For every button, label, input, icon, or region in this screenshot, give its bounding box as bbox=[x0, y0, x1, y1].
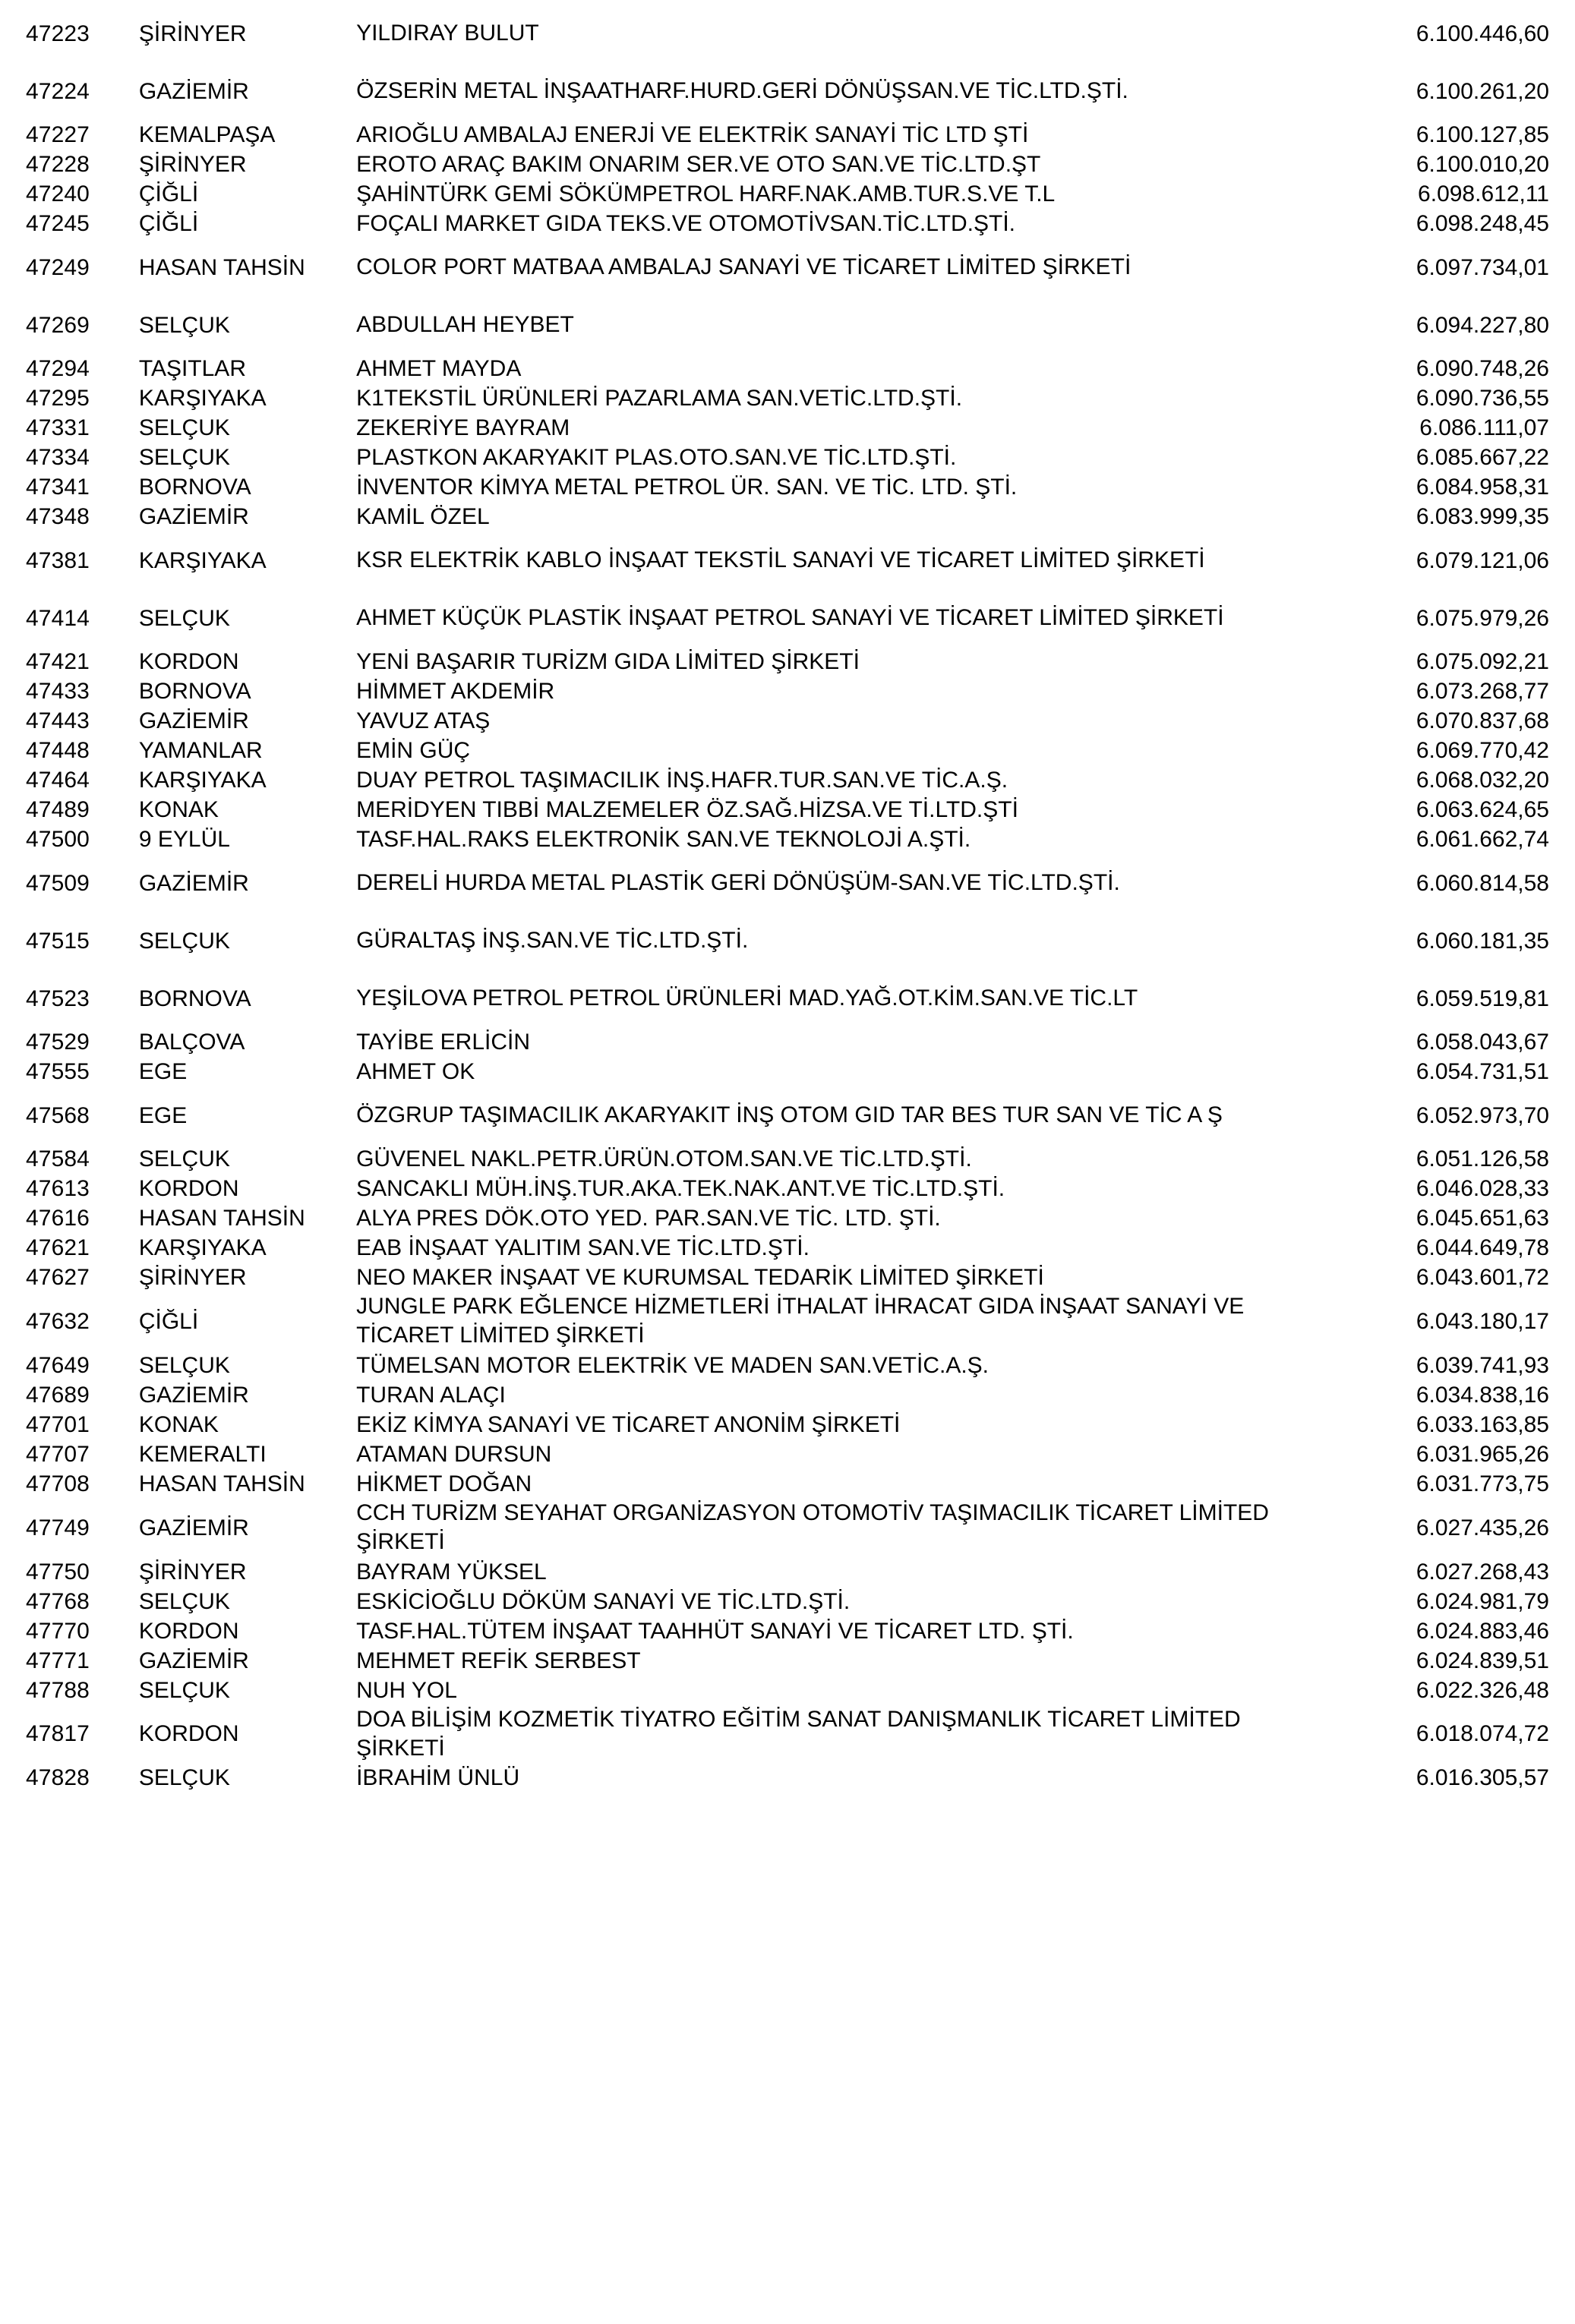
cell-taxpayer-name: CCH TURİZM SEYAHAT ORGANİZASYON OTOMOTİV TAŞIMACILIK TİCARET LİMİTED ŞİRKETİ bbox=[356, 1499, 1269, 1555]
cell-spacer bbox=[1286, 970, 1309, 1027]
table-body bbox=[26, 5, 1549, 1793]
cell-amount: 6.069.770,42 bbox=[1416, 738, 1549, 763]
cell-taxpayer-name: JUNGLE PARK EĞLENCE HİZMETLERİ İTHALAT İHRACAT GIDA İNŞAAT SANAYİ VE TİCARET LİMİTED ŞİRKETİ bbox=[356, 1294, 1245, 1348]
cell-record-id: 47627 bbox=[26, 1265, 90, 1290]
table-row bbox=[26, 296, 1549, 354]
cell-spacer bbox=[1286, 1763, 1309, 1793]
cell-district: ŞİRİNYER bbox=[138, 152, 247, 177]
cell-taxpayer-name: AHMET OK bbox=[356, 1059, 475, 1084]
cell-district: ŞİRİNYER bbox=[138, 20, 247, 46]
cell-spacer bbox=[1286, 354, 1309, 383]
cell-district: ÇİĞLİ bbox=[138, 1308, 199, 1334]
cell-record-id: 47584 bbox=[26, 1146, 90, 1171]
cell-taxpayer-name: DUAY PETROL TAŞIMACILIK İNŞ.HAFR.TUR.SAN.VE TİC.A.Ş. bbox=[356, 768, 1008, 793]
cell-amount: 6.018.074,72 bbox=[1416, 1721, 1549, 1747]
table-row bbox=[26, 1027, 1549, 1057]
cell-record-id: 47348 bbox=[26, 504, 90, 529]
cell-taxpayer-name: YEŞİLOVA PETROL PETROL ÜRÜNLERİ MAD.YAĞ.OT.KİM.SAN.VE TİC.LT bbox=[356, 985, 1138, 1011]
cell-district: SELÇUK bbox=[138, 1588, 230, 1614]
cell-record-id: 47701 bbox=[26, 1411, 90, 1437]
cell-district: SELÇUK bbox=[138, 605, 230, 631]
cell-amount: 6.098.248,45 bbox=[1416, 211, 1549, 236]
cell-amount: 6.083.999,35 bbox=[1416, 504, 1549, 529]
cell-record-id: 47489 bbox=[26, 797, 90, 822]
cell-spacer bbox=[1286, 825, 1309, 854]
table-row bbox=[26, 531, 1549, 589]
cell-record-id: 47228 bbox=[26, 152, 90, 177]
table-row bbox=[26, 150, 1549, 179]
cell-amount: 6.031.965,26 bbox=[1416, 1441, 1549, 1467]
cell-spacer bbox=[1286, 1469, 1309, 1499]
table-row bbox=[26, 1646, 1549, 1676]
cell-district: GAZİEMİR bbox=[138, 504, 249, 529]
cell-amount: 6.016.305,57 bbox=[1416, 1765, 1549, 1791]
cell-taxpayer-name: DERELİ HURDA METAL PLASTİK GERİ DÖNÜŞÜM-SAN.VE TİC.LTD.ŞTİ. bbox=[356, 869, 1120, 895]
cell-district: SELÇUK bbox=[138, 445, 230, 470]
cell-spacer bbox=[1286, 150, 1309, 179]
cell-record-id: 47223 bbox=[26, 20, 90, 46]
cell-taxpayer-name: ESKİCİOĞLU DÖKÜM SANAYİ VE TİC.LTD.ŞTİ. bbox=[356, 1588, 851, 1614]
cell-district: KORDON bbox=[138, 1721, 239, 1747]
cell-spacer bbox=[1286, 589, 1309, 647]
cell-spacer bbox=[1286, 912, 1309, 970]
cell-spacer bbox=[1286, 472, 1309, 502]
cell-record-id: 47707 bbox=[26, 1441, 90, 1467]
table-row bbox=[26, 502, 1549, 531]
cell-district: KORDON bbox=[138, 649, 239, 674]
cell-district: BORNOVA bbox=[138, 985, 251, 1011]
table-row bbox=[26, 1557, 1549, 1587]
table-row bbox=[26, 970, 1549, 1027]
table-row bbox=[26, 676, 1549, 706]
cell-district: KARŞIYAKA bbox=[138, 386, 267, 411]
cell-spacer bbox=[1286, 1499, 1309, 1557]
cell-taxpayer-name: COLOR PORT MATBAA AMBALAJ SANAYİ VE TİCARET LİMİTED ŞİRKETİ bbox=[356, 254, 1132, 279]
cell-amount: 6.100.261,20 bbox=[1416, 78, 1549, 104]
cell-record-id: 47568 bbox=[26, 1102, 90, 1128]
cell-amount: 6.068.032,20 bbox=[1416, 768, 1549, 793]
cell-district: KARŞIYAKA bbox=[138, 1235, 267, 1260]
cell-record-id: 47224 bbox=[26, 78, 90, 104]
cell-district: BORNOVA bbox=[138, 679, 251, 704]
cell-amount: 6.033.163,85 bbox=[1416, 1411, 1549, 1437]
cell-spacer bbox=[1286, 1144, 1309, 1174]
cell-district: GAZİEMİR bbox=[138, 78, 249, 104]
table-row bbox=[26, 1469, 1549, 1499]
table-row bbox=[26, 1057, 1549, 1086]
table-row bbox=[26, 1380, 1549, 1410]
cell-taxpayer-name: FOÇALI MARKET GIDA TEKS.VE OTOMOTİVSAN.TİC.LTD.ŞTİ. bbox=[356, 211, 1016, 236]
cell-record-id: 47464 bbox=[26, 768, 90, 793]
cell-spacer bbox=[1286, 1086, 1309, 1144]
cell-district: GAZİEMİR bbox=[138, 1648, 249, 1673]
cell-amount: 6.100.010,20 bbox=[1416, 152, 1549, 177]
cell-record-id: 47341 bbox=[26, 475, 90, 500]
cell-amount: 6.031.773,75 bbox=[1416, 1471, 1549, 1496]
cell-district: GAZİEMİR bbox=[138, 870, 249, 896]
cell-spacer bbox=[1286, 296, 1309, 354]
table-row bbox=[26, 179, 1549, 209]
table-row bbox=[26, 912, 1549, 970]
table-row bbox=[26, 1086, 1549, 1144]
cell-amount: 6.086.111,07 bbox=[1419, 415, 1549, 440]
cell-amount: 6.079.121,06 bbox=[1416, 547, 1549, 573]
cell-amount: 6.027.268,43 bbox=[1416, 1559, 1549, 1585]
cell-spacer bbox=[1286, 383, 1309, 413]
cell-taxpayer-name: SANCAKLI MÜH.İNŞ.TUR.AKA.TEK.NAK.ANT.VE TİC.LTD.ŞTİ. bbox=[356, 1176, 1005, 1201]
tax-debtors-table bbox=[26, 5, 1549, 1793]
cell-amount: 6.084.958,31 bbox=[1416, 475, 1549, 500]
cell-amount: 6.052.973,70 bbox=[1416, 1102, 1549, 1128]
cell-record-id: 47240 bbox=[26, 181, 90, 207]
cell-district: HASAN TAHSİN bbox=[138, 1471, 305, 1496]
table-row bbox=[26, 1292, 1549, 1351]
cell-taxpayer-name: ZEKERİYE BAYRAM bbox=[356, 415, 570, 440]
table-row bbox=[26, 706, 1549, 736]
cell-spacer bbox=[1286, 1233, 1309, 1263]
cell-district: ŞİRİNYER bbox=[138, 1265, 247, 1290]
table-row bbox=[26, 854, 1549, 912]
cell-record-id: 47768 bbox=[26, 1588, 90, 1614]
cell-district: KORDON bbox=[138, 1618, 239, 1644]
table-row bbox=[26, 1676, 1549, 1705]
cell-district: SELÇUK bbox=[138, 928, 230, 954]
cell-district: KONAK bbox=[138, 797, 219, 822]
cell-amount: 6.063.624,65 bbox=[1416, 797, 1549, 822]
cell-amount: 6.054.731,51 bbox=[1416, 1059, 1549, 1084]
cell-amount: 6.061.662,74 bbox=[1416, 827, 1549, 852]
cell-record-id: 47828 bbox=[26, 1765, 90, 1791]
cell-record-id: 47708 bbox=[26, 1471, 90, 1496]
cell-amount: 6.090.748,26 bbox=[1416, 356, 1549, 381]
cell-district: SELÇUK bbox=[138, 1146, 230, 1171]
cell-taxpayer-name: MERİDYEN TIBBİ MALZEMELER ÖZ.SAĞ.HİZSA.VE Tİ.LTD.ŞTİ bbox=[356, 797, 1018, 822]
cell-amount: 6.060.814,58 bbox=[1416, 870, 1549, 896]
cell-spacer bbox=[1286, 1439, 1309, 1469]
cell-taxpayer-name: KAMİL ÖZEL bbox=[356, 504, 490, 529]
cell-spacer bbox=[1286, 1557, 1309, 1587]
cell-amount: 6.090.736,55 bbox=[1416, 386, 1549, 411]
cell-amount: 6.060.181,35 bbox=[1416, 928, 1549, 954]
cell-record-id: 47770 bbox=[26, 1618, 90, 1644]
cell-record-id: 47381 bbox=[26, 547, 90, 573]
cell-spacer bbox=[1286, 1587, 1309, 1616]
cell-spacer bbox=[1286, 531, 1309, 589]
cell-record-id: 47616 bbox=[26, 1206, 90, 1231]
cell-spacer bbox=[1286, 1351, 1309, 1380]
cell-record-id: 47649 bbox=[26, 1352, 90, 1378]
cell-record-id: 47529 bbox=[26, 1030, 90, 1055]
table-row bbox=[26, 1233, 1549, 1263]
cell-district: GAZİEMİR bbox=[138, 708, 249, 733]
cell-taxpayer-name: TAYİBE ERLİCİN bbox=[356, 1030, 531, 1055]
cell-spacer bbox=[1286, 1646, 1309, 1676]
cell-record-id: 47269 bbox=[26, 312, 90, 338]
cell-amount: 6.097.734,01 bbox=[1416, 254, 1549, 280]
cell-district: SELÇUK bbox=[138, 415, 230, 440]
cell-district: YAMANLAR bbox=[138, 738, 263, 763]
cell-taxpayer-name: TASF.HAL.TÜTEM İNŞAAT TAAHHÜT SANAYİ VE TİCARET LTD. ŞTİ. bbox=[356, 1618, 1074, 1644]
cell-spacer bbox=[1286, 1676, 1309, 1705]
cell-district: BALÇOVA bbox=[138, 1030, 245, 1055]
cell-taxpayer-name: ALYA PRES DÖK.OTO YED. PAR.SAN.VE TİC. LTD. ŞTİ. bbox=[356, 1206, 941, 1231]
cell-taxpayer-name: ABDULLAH HEYBET bbox=[356, 311, 574, 337]
cell-amount: 6.024.883,46 bbox=[1416, 1618, 1549, 1644]
cell-spacer bbox=[1286, 676, 1309, 706]
cell-amount: 6.059.519,81 bbox=[1416, 985, 1549, 1011]
cell-record-id: 47443 bbox=[26, 708, 90, 733]
cell-taxpayer-name: YILDIRAY BULUT bbox=[356, 20, 539, 46]
cell-spacer bbox=[1286, 5, 1309, 62]
cell-spacer bbox=[1286, 1292, 1309, 1351]
cell-amount: 6.075.979,26 bbox=[1416, 605, 1549, 631]
cell-amount: 6.039.741,93 bbox=[1416, 1352, 1549, 1378]
cell-taxpayer-name: TURAN ALAÇI bbox=[356, 1382, 506, 1408]
cell-district: KORDON bbox=[138, 1176, 239, 1201]
cell-record-id: 47249 bbox=[26, 254, 90, 280]
cell-record-id: 47433 bbox=[26, 679, 90, 704]
cell-record-id: 47414 bbox=[26, 605, 90, 631]
cell-taxpayer-name: YENİ BAŞARIR TURİZM GIDA LİMİTED ŞİRKETİ bbox=[356, 649, 860, 674]
cell-taxpayer-name: EMİN GÜÇ bbox=[356, 738, 471, 763]
cell-spacer bbox=[1286, 706, 1309, 736]
cell-taxpayer-name: NUH YOL bbox=[356, 1677, 457, 1703]
cell-record-id: 47750 bbox=[26, 1559, 90, 1585]
cell-record-id: 47448 bbox=[26, 738, 90, 763]
cell-record-id: 47621 bbox=[26, 1235, 90, 1260]
cell-taxpayer-name: K1TEKSTİL ÜRÜNLERİ PAZARLAMA SAN.VETİC.LTD.ŞTİ. bbox=[356, 386, 963, 411]
cell-amount: 6.098.612,11 bbox=[1418, 181, 1549, 207]
cell-spacer bbox=[1286, 62, 1309, 120]
cell-amount: 6.022.326,48 bbox=[1416, 1677, 1549, 1703]
table-row bbox=[26, 1439, 1549, 1469]
cell-amount: 6.073.268,77 bbox=[1416, 679, 1549, 704]
cell-record-id: 47294 bbox=[26, 356, 90, 381]
cell-spacer bbox=[1286, 1380, 1309, 1410]
table-row bbox=[26, 1174, 1549, 1203]
cell-spacer bbox=[1286, 736, 1309, 765]
cell-district: GAZİEMİR bbox=[138, 1515, 249, 1540]
cell-taxpayer-name: GÜVENEL NAKL.PETR.ÜRÜN.OTOM.SAN.VE TİC.LTD.ŞTİ. bbox=[356, 1146, 972, 1171]
cell-district: KEMALPAŞA bbox=[138, 122, 276, 147]
table-row bbox=[26, 795, 1549, 825]
table-row bbox=[26, 238, 1549, 296]
table-row bbox=[26, 1705, 1549, 1764]
cell-amount: 6.045.651,63 bbox=[1416, 1206, 1549, 1231]
cell-taxpayer-name: GÜRALTAŞ İNŞ.SAN.VE TİC.LTD.ŞTİ. bbox=[356, 927, 749, 953]
table-row bbox=[26, 736, 1549, 765]
cell-record-id: 47523 bbox=[26, 985, 90, 1011]
cell-taxpayer-name: EROTO ARAÇ BAKIM ONARIM SER.VE OTO SAN.VE TİC.LTD.ŞT bbox=[356, 152, 1041, 177]
cell-record-id: 47555 bbox=[26, 1059, 90, 1084]
cell-spacer bbox=[1286, 179, 1309, 209]
table-row bbox=[26, 383, 1549, 413]
table-row bbox=[26, 1144, 1549, 1174]
cell-record-id: 47689 bbox=[26, 1382, 90, 1408]
cell-district: SELÇUK bbox=[138, 1677, 230, 1703]
table-row bbox=[26, 1499, 1549, 1557]
cell-amount: 6.043.601,72 bbox=[1416, 1265, 1549, 1290]
cell-spacer bbox=[1286, 1057, 1309, 1086]
cell-amount: 6.046.028,33 bbox=[1416, 1176, 1549, 1201]
cell-spacer bbox=[1286, 1174, 1309, 1203]
table-row bbox=[26, 120, 1549, 150]
cell-amount: 6.058.043,67 bbox=[1416, 1030, 1549, 1055]
cell-spacer bbox=[1286, 1410, 1309, 1439]
cell-taxpayer-name: PLASTKON AKARYAKIT PLAS.OTO.SAN.VE TİC.LTD.ŞTİ. bbox=[356, 445, 957, 470]
cell-amount: 6.034.838,16 bbox=[1416, 1382, 1549, 1408]
cell-record-id: 47421 bbox=[26, 649, 90, 674]
cell-amount: 6.100.127,85 bbox=[1416, 122, 1549, 147]
cell-spacer bbox=[1286, 647, 1309, 676]
cell-taxpayer-name: KSR ELEKTRİK KABLO İNŞAAT TEKSTİL SANAYİ VE TİCARET LİMİTED ŞİRKETİ bbox=[356, 547, 1205, 572]
cell-amount: 6.044.649,78 bbox=[1416, 1235, 1549, 1260]
cell-spacer bbox=[1286, 238, 1309, 296]
cell-record-id: 47331 bbox=[26, 415, 90, 440]
table-row bbox=[26, 1616, 1549, 1646]
table-row bbox=[26, 354, 1549, 383]
cell-record-id: 47788 bbox=[26, 1677, 90, 1703]
cell-amount: 6.024.981,79 bbox=[1416, 1588, 1549, 1614]
cell-taxpayer-name: ATAMAN DURSUN bbox=[356, 1441, 552, 1467]
cell-record-id: 47632 bbox=[26, 1308, 90, 1334]
cell-district: GAZİEMİR bbox=[138, 1382, 249, 1408]
cell-district: HASAN TAHSİN bbox=[138, 1206, 305, 1231]
cell-district: SELÇUK bbox=[138, 1352, 230, 1378]
cell-district: ŞİRİNYER bbox=[138, 1559, 247, 1585]
cell-record-id: 47509 bbox=[26, 870, 90, 896]
table-row bbox=[26, 472, 1549, 502]
cell-amount: 6.051.126,58 bbox=[1416, 1146, 1549, 1171]
cell-record-id: 47515 bbox=[26, 928, 90, 954]
cell-district: BORNOVA bbox=[138, 475, 251, 500]
cell-district: SELÇUK bbox=[138, 312, 230, 338]
cell-taxpayer-name: AHMET MAYDA bbox=[356, 356, 522, 381]
cell-taxpayer-name: HİMMET AKDEMİR bbox=[356, 679, 555, 704]
cell-spacer bbox=[1286, 795, 1309, 825]
cell-district: HASAN TAHSİN bbox=[138, 254, 305, 280]
cell-taxpayer-name: TÜMELSAN MOTOR ELEKTRİK VE MADEN SAN.VETİC.A.Ş. bbox=[356, 1352, 990, 1378]
cell-spacer bbox=[1286, 1616, 1309, 1646]
cell-district: 9 EYLÜL bbox=[138, 827, 230, 852]
cell-taxpayer-name: EKİZ KİMYA SANAYİ VE TİCARET ANONİM ŞİRKETİ bbox=[356, 1411, 901, 1437]
cell-record-id: 47295 bbox=[26, 386, 90, 411]
cell-taxpayer-name: ÖZSERİN METAL İNŞAATHARF.HURD.GERİ DÖNÜŞSAN.VE TİC.LTD.ŞTİ. bbox=[356, 77, 1128, 103]
cell-amount: 6.024.839,51 bbox=[1416, 1648, 1549, 1673]
cell-taxpayer-name: EAB İNŞAAT YALITIM SAN.VE TİC.LTD.ŞTİ. bbox=[356, 1235, 810, 1260]
cell-amount: 6.100.446,60 bbox=[1416, 20, 1549, 46]
table-row bbox=[26, 647, 1549, 676]
cell-amount: 6.070.837,68 bbox=[1416, 708, 1549, 733]
cell-record-id: 47245 bbox=[26, 211, 90, 236]
cell-district: ÇİĞLİ bbox=[138, 181, 199, 207]
cell-taxpayer-name: ŞAHİNTÜRK GEMİ SÖKÜMPETROL HARF.NAK.AMB.TUR.S.VE T.L bbox=[356, 181, 1056, 207]
cell-spacer bbox=[1286, 854, 1309, 912]
cell-spacer bbox=[1286, 765, 1309, 795]
cell-spacer bbox=[1286, 1705, 1309, 1764]
cell-spacer bbox=[1286, 413, 1309, 443]
cell-record-id: 47227 bbox=[26, 122, 90, 147]
cell-spacer bbox=[1286, 502, 1309, 531]
cell-taxpayer-name: ÖZGRUP TAŞIMACILIK AKARYAKIT İNŞ OTOM GID TAR BES TUR SAN VE TİC A Ş bbox=[356, 1102, 1223, 1127]
cell-amount: 6.075.092,21 bbox=[1416, 649, 1549, 674]
cell-district: EGE bbox=[138, 1059, 188, 1084]
cell-taxpayer-name: HİKMET DOĞAN bbox=[356, 1471, 532, 1496]
cell-taxpayer-name: İBRAHİM ÜNLÜ bbox=[356, 1765, 520, 1791]
cell-spacer bbox=[1286, 1263, 1309, 1292]
cell-amount: 6.027.435,26 bbox=[1416, 1515, 1549, 1540]
table-row bbox=[26, 765, 1549, 795]
cell-district: KARŞIYAKA bbox=[138, 768, 267, 793]
cell-spacer bbox=[1286, 1027, 1309, 1057]
cell-record-id: 47500 bbox=[26, 827, 90, 852]
cell-taxpayer-name: ARIOĞLU AMBALAJ ENERJİ VE ELEKTRİK SANAYİ TİC LTD ŞTİ bbox=[356, 122, 1029, 147]
table-row bbox=[26, 5, 1549, 62]
cell-district: SELÇUK bbox=[138, 1765, 230, 1791]
cell-amount: 6.043.180,17 bbox=[1416, 1308, 1549, 1334]
cell-amount: 6.085.667,22 bbox=[1416, 445, 1549, 470]
table-row bbox=[26, 413, 1549, 443]
cell-spacer bbox=[1286, 443, 1309, 472]
cell-district: TAŞITLAR bbox=[138, 356, 246, 381]
cell-district: KEMERALTI bbox=[138, 1441, 267, 1467]
table-row bbox=[26, 209, 1549, 238]
cell-record-id: 47771 bbox=[26, 1648, 90, 1673]
table-row bbox=[26, 825, 1549, 854]
table-row bbox=[26, 443, 1549, 472]
cell-district: KARŞIYAKA bbox=[138, 547, 267, 573]
cell-amount: 6.094.227,80 bbox=[1416, 312, 1549, 338]
cell-record-id: 47817 bbox=[26, 1721, 90, 1747]
table-row bbox=[26, 589, 1549, 647]
cell-taxpayer-name: MEHMET REFİK SERBEST bbox=[356, 1648, 641, 1673]
cell-spacer bbox=[1286, 120, 1309, 150]
table-row bbox=[26, 1410, 1549, 1439]
cell-taxpayer-name: İNVENTOR KİMYA METAL PETROL ÜR. SAN. VE TİC. LTD. ŞTİ. bbox=[356, 475, 1018, 500]
cell-district: EGE bbox=[138, 1102, 188, 1128]
cell-district: KONAK bbox=[138, 1411, 219, 1437]
cell-taxpayer-name: TASF.HAL.RAKS ELEKTRONİK SAN.VE TEKNOLOJİ A.ŞTİ. bbox=[356, 827, 971, 852]
table-row bbox=[26, 1351, 1549, 1380]
cell-spacer bbox=[1286, 1203, 1309, 1233]
cell-record-id: 47334 bbox=[26, 445, 90, 470]
cell-taxpayer-name: AHMET KÜÇÜK PLASTİK İNŞAAT PETROL SANAYİ VE TİCARET LİMİTED ŞİRKETİ bbox=[356, 604, 1224, 630]
cell-taxpayer-name: NEO MAKER İNŞAAT VE KURUMSAL TEDARİK LİMİTED ŞİRKETİ bbox=[356, 1265, 1044, 1290]
cell-record-id: 47749 bbox=[26, 1515, 90, 1540]
table-row bbox=[26, 1203, 1549, 1233]
cell-district: ÇİĞLİ bbox=[138, 211, 199, 236]
table-row bbox=[26, 1587, 1549, 1616]
cell-record-id: 47613 bbox=[26, 1176, 90, 1201]
cell-taxpayer-name: YAVUZ ATAŞ bbox=[356, 708, 491, 733]
cell-taxpayer-name: BAYRAM YÜKSEL bbox=[356, 1559, 547, 1585]
cell-spacer bbox=[1286, 209, 1309, 238]
table-row bbox=[26, 1263, 1549, 1292]
table-row bbox=[26, 1763, 1549, 1793]
table-row bbox=[26, 62, 1549, 120]
cell-taxpayer-name: DOA BİLİŞİM KOZMETİK TİYATRO EĞİTİM SANAT DANIŞMANLIK TİCARET LİMİTED ŞİRKETİ bbox=[356, 1706, 1241, 1761]
